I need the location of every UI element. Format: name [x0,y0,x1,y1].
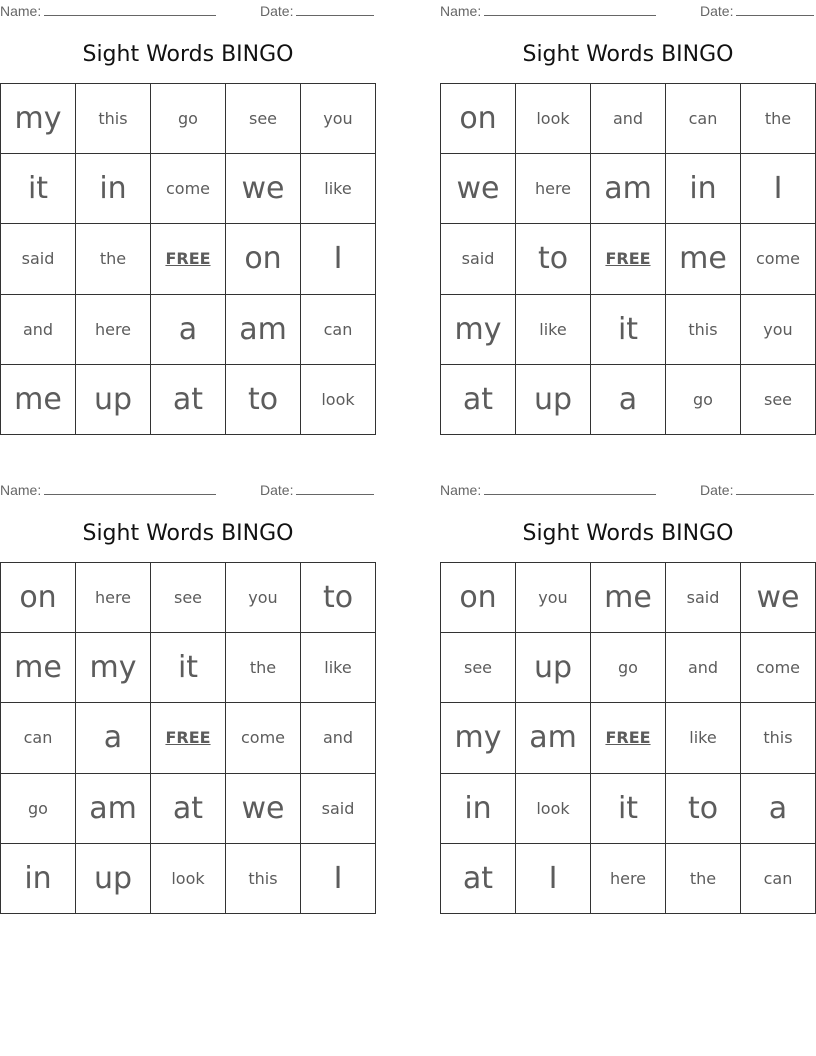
bingo-cell: my [76,633,151,703]
bingo-cell: this [741,703,816,773]
bingo-cell: come [226,703,301,773]
bingo-cell: on [441,563,516,633]
bingo-cell: we [741,563,816,633]
date-label: Date: [700,3,734,19]
bingo-cell: at [151,365,226,435]
bingo-cell: to [516,224,591,294]
bingo-cell: on [1,563,76,633]
bingo-cell: here [76,563,151,633]
card-title: Sight Words BINGO [82,521,294,546]
date-blank-line [296,4,374,16]
name-field [440,3,656,19]
bingo-cell: up [516,633,591,703]
name-blank-line [484,483,656,495]
bingo-cell: can [301,295,376,365]
bingo-cell: see [226,84,301,154]
bingo-grid [0,562,376,914]
bingo-cell: am [516,703,591,773]
bingo-cell: it [591,774,666,844]
bingo-cell: and [1,295,76,365]
bingo-cell: it [151,633,226,703]
card-header [0,482,376,498]
bingo-cell: can [741,844,816,914]
bingo-cell: I [741,154,816,224]
bingo-cell: we [226,774,301,844]
bingo-cell: see [441,633,516,703]
bingo-cell: at [441,365,516,435]
bingo-cell: to [666,774,741,844]
bingo-cell: me [1,633,76,703]
bingo-cell: you [741,295,816,365]
card-title: Sight Words BINGO [82,42,294,67]
bingo-cell: it [1,154,76,224]
bingo-cell: like [301,154,376,224]
date-blank-line [296,483,374,495]
bingo-grid [440,562,816,914]
card-title: Sight Words BINGO [522,521,734,546]
bingo-cell: me [666,224,741,294]
bingo-cell: up [516,365,591,435]
bingo-cell: come [741,633,816,703]
bingo-card [440,479,816,915]
bingo-cell: the [741,84,816,154]
card-header [440,482,816,498]
bingo-cell: here [76,295,151,365]
bingo-cell: the [226,633,301,703]
date-field [700,482,814,498]
bingo-cell: here [516,154,591,224]
bingo-cell: you [226,563,301,633]
bingo-cell: I [301,844,376,914]
bingo-cell: a [591,365,666,435]
name-label: Name: [0,482,42,498]
bingo-cell: I [301,224,376,294]
bingo-cell: we [226,154,301,224]
bingo-card [440,0,816,436]
date-field [700,3,814,19]
bingo-cell: the [76,224,151,294]
card-header [0,3,376,19]
bingo-cell: said [301,774,376,844]
date-field [260,3,374,19]
bingo-cell: come [741,224,816,294]
bingo-cell: to [226,365,301,435]
bingo-cell: am [226,295,301,365]
bingo-cell: look [151,844,226,914]
bingo-cell: go [666,365,741,435]
name-field [0,482,216,498]
date-label: Date: [700,482,734,498]
bingo-cell: go [591,633,666,703]
bingo-cell: like [516,295,591,365]
bingo-cell: like [301,633,376,703]
card-header [440,3,816,19]
bingo-cell: said [666,563,741,633]
bingo-cell: a [741,774,816,844]
name-blank-line [44,483,216,495]
bingo-cell: can [1,703,76,773]
bingo-cell: and [666,633,741,703]
bingo-cell: here [591,844,666,914]
bingo-cell: I [516,844,591,914]
date-field [260,482,374,498]
bingo-cell: you [301,84,376,154]
bingo-cell: and [591,84,666,154]
bingo-cell: we [441,154,516,224]
bingo-cell: my [441,703,516,773]
bingo-cell: can [666,84,741,154]
bingo-cell: in [76,154,151,224]
name-label: Name: [440,3,482,19]
bingo-cell: this [666,295,741,365]
bingo-card [0,479,376,915]
bingo-cell: me [591,563,666,633]
bingo-grid [0,83,376,435]
bingo-cell: on [226,224,301,294]
name-field [440,482,656,498]
date-label: Date: [260,482,294,498]
name-blank-line [44,4,216,16]
bingo-grid [440,83,816,435]
bingo-cell: look [516,84,591,154]
bingo-cell: a [76,703,151,773]
free-space-cell: FREE [591,224,666,294]
bingo-cell: see [741,365,816,435]
date-blank-line [736,4,814,16]
bingo-cell: go [151,84,226,154]
free-space-cell: FREE [591,703,666,773]
date-label: Date: [260,3,294,19]
bingo-cell: said [441,224,516,294]
date-blank-line [736,483,814,495]
bingo-cell: said [1,224,76,294]
bingo-card [0,0,376,436]
name-field [0,3,216,19]
bingo-cell: this [76,84,151,154]
bingo-cell: this [226,844,301,914]
bingo-cell: my [1,84,76,154]
bingo-cell: go [1,774,76,844]
bingo-cell: a [151,295,226,365]
bingo-cell: in [1,844,76,914]
bingo-cell: in [441,774,516,844]
bingo-cell: on [441,84,516,154]
bingo-cell: come [151,154,226,224]
bingo-cell: you [516,563,591,633]
bingo-cell: am [591,154,666,224]
bingo-cell: look [516,774,591,844]
bingo-cell: at [441,844,516,914]
bingo-cell: my [441,295,516,365]
bingo-cell: and [301,703,376,773]
name-label: Name: [0,3,42,19]
free-space-cell: FREE [151,703,226,773]
name-label: Name: [440,482,482,498]
bingo-cell: the [666,844,741,914]
free-space-cell: FREE [151,224,226,294]
bingo-cell: in [666,154,741,224]
bingo-cell: see [151,563,226,633]
bingo-cell: up [76,844,151,914]
bingo-cell: it [591,295,666,365]
bingo-cell: up [76,365,151,435]
bingo-cell: like [666,703,741,773]
bingo-cell: look [301,365,376,435]
name-blank-line [484,4,656,16]
bingo-cell: am [76,774,151,844]
card-title: Sight Words BINGO [522,42,734,67]
bingo-cell: to [301,563,376,633]
bingo-cell: at [151,774,226,844]
bingo-cell: me [1,365,76,435]
